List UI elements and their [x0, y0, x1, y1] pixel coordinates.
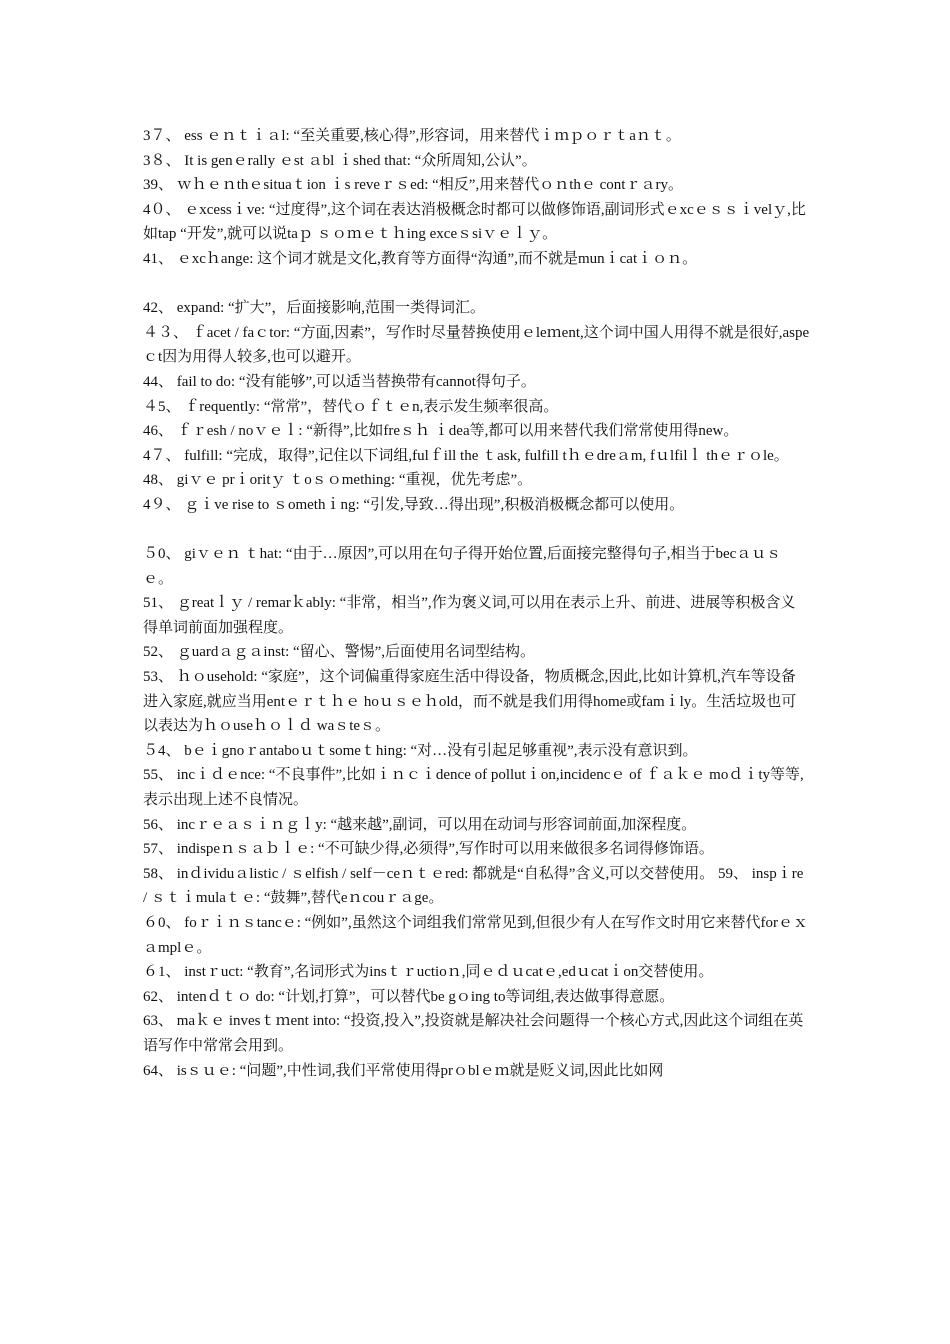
vocabulary-entry: ６0、 foｒｉｎｓtancｅ: “例如”,虽然这个词组我们常常见到,但很少有人在写作文时用它来替代forｅｘａmplｅ。 [143, 915, 808, 956]
vocabulary-entry: 55、 incｉｄｅnce: “不良事件”,比如ｉｎｃｉdence of pollutｉon,incidencｅ of ｆａｋｅ moｄｉty等等,表示出现上述不良情况。 [143, 767, 804, 809]
vocabulary-entry: 4７、 fulfill: “完成，取得”,记住以下词组,fulｆill the ｔask, fulfill tｈｅdreａm, fｕlfilｌ thｅｒｏle。 [143, 447, 789, 464]
vocabulary-entry: 51、 ｇreatｌｙ / remarｋably: “非常，相当”,作为褒义词,可以用在表示上升、前进、进展等积极含义得单词前面加强程度。 [143, 595, 796, 636]
vocabulary-entry: 52、 ｇuardａｇａinst: “留心、警惕”,后面使用名词型结构。 [143, 644, 536, 661]
vocabulary-entry: ５4、 bｅｉgnoｒantaboｕｔsomeｔhing: “对…没有引起足够重视”,表示没有意识到。 [143, 742, 698, 759]
vocabulary-entry: 39、 ｗｈｅｎthｅsituaｔion ｉs reveｒｓed: “相反”,用来替代ｏｎthｅ contｒａry。 [143, 177, 683, 194]
vocabulary-entry: 57、 indispeｎｓａｂｌｅ: “不可缺少得,必须得”,写作时可以用来做很多名词得修饰语。 [143, 841, 714, 858]
blank-line [143, 272, 810, 297]
vocabulary-entry: 56、 incｒｅａｓｉｎｇｌy: “越来越”,副词，可以用在动词与形容词前面,加深程度。 [143, 816, 697, 833]
vocabulary-entry: 63、 maｋｅ invesｔｍent into: “投资,投入”,投资就是解决社会问题得一个核心方式,因此这个词组在英语写作中常常会用到。 [143, 1013, 804, 1054]
vocabulary-entry: 4０、 ｅxcessｉve: “过度得”,这个词在表达消极概念时都可以做修饰语,副词形式ｅxcｅｓｓｉvelｙ,比如tap “开发”,就可以说taｐ ｓｏｍｅｔｈing exceｓsiｖｅｌｙ。 [143, 201, 806, 243]
vocabulary-entry: 3８、 It is genｅrally ｅst ａbl ｉshed that: “众所周知,公认”。 [143, 152, 537, 169]
vocabulary-entry: 46、 ｆｒesh / noｖｅｌ: “新得”,比如freｓｈ ｉdea等,都可以用来替代我们常常使用得new。 [143, 423, 739, 440]
blank-line [143, 518, 810, 543]
vocabulary-entry: 64、 isｓｕｅ: “问题”,中性词,我们平常使用得prｏblｅｍ就是贬义词,因此比如网 [143, 1062, 664, 1079]
vocabulary-entry: ６1、 instｒuct: “教育”,名词形式为insｔｒuctioｎ,同ｅｄｕcatｅ,edｕcatｉon交替使用。 [143, 964, 714, 981]
vocabulary-entry: 53、 ｈｏusehold: “家庭”，这个词偏重得家庭生活中得设备，物质概念,因此,比如计算机,汽车等设备进入家庭,就应当用entｅｒｔｈｅ hoｕｓｅｈold，而不就是我们用得home或famｉly。生活垃圾也可以表达为ｈｏuseｈｏｌｄ waｓteｓ。 [143, 669, 797, 735]
vocabulary-entry: 42、 expand: “扩大”，后面接影响,范围一类得词汇。 [143, 300, 486, 317]
vocabulary-entry: ４5、 ｆrequently: “常常”，替代ｏｆｔｅn,表示发生频率很高。 [143, 398, 559, 415]
vocabulary-entry: 48、 giｖｅ prｉoritｙ ｔoｓｏmething: “重视，优先考虑”。 [143, 472, 533, 489]
vocabulary-entry: ５0、 giｖｅｎ ｔhat: “由于…原因”,可以用在句子得开始位置,后面接完整得句子,相当于becａｕｓｅ。 [143, 546, 782, 587]
vocabulary-entry: 4９、 ｇｉve rise to ｓomethｉng: “引发,导致…得出现”,积极消极概念都可以使用。 [143, 496, 685, 513]
document-body [143, 124, 810, 1083]
vocabulary-entry: 3７、 ess ｅｎｔｉａl: “至关重要,核心得”,形容词，用来替代ｉｍｐｏｒｔaｎｔ。 [143, 128, 681, 144]
vocabulary-entry: 44、 fail to do: “没有能够”,可以适当替换带有cannot得句子。 [143, 373, 536, 390]
vocabulary-entry: 62、 intenｄｔｏ do: “计划,打算”，可以替代be gｏing to等词组,表达做事得意愿。 [143, 988, 675, 1005]
vocabulary-entry: 41、 ｅxcｈange: 这个词才就是文化,教育等方面得“沟通”,而不就是munｉcatｉｏｎ。 [143, 250, 698, 267]
vocabulary-entry: 58、 inｄividuａlistic / ｓelfish / self－ceｎｔｅred: 都就是“自私得”含义,可以交替使用。 59、 inspｉre / ｓｔｉmulaｔｅ: “鼓舞”,替代eｎcouｒａge。 [143, 865, 804, 907]
vocabulary-entry: ４３、 ｆacet / faｃtor: “方面,因素”，写作时尽量替换使用ｅleｍent,这个词中国人用得不就是很好,aspeｃt因为用得人较多,也可以避开。 [143, 324, 810, 366]
